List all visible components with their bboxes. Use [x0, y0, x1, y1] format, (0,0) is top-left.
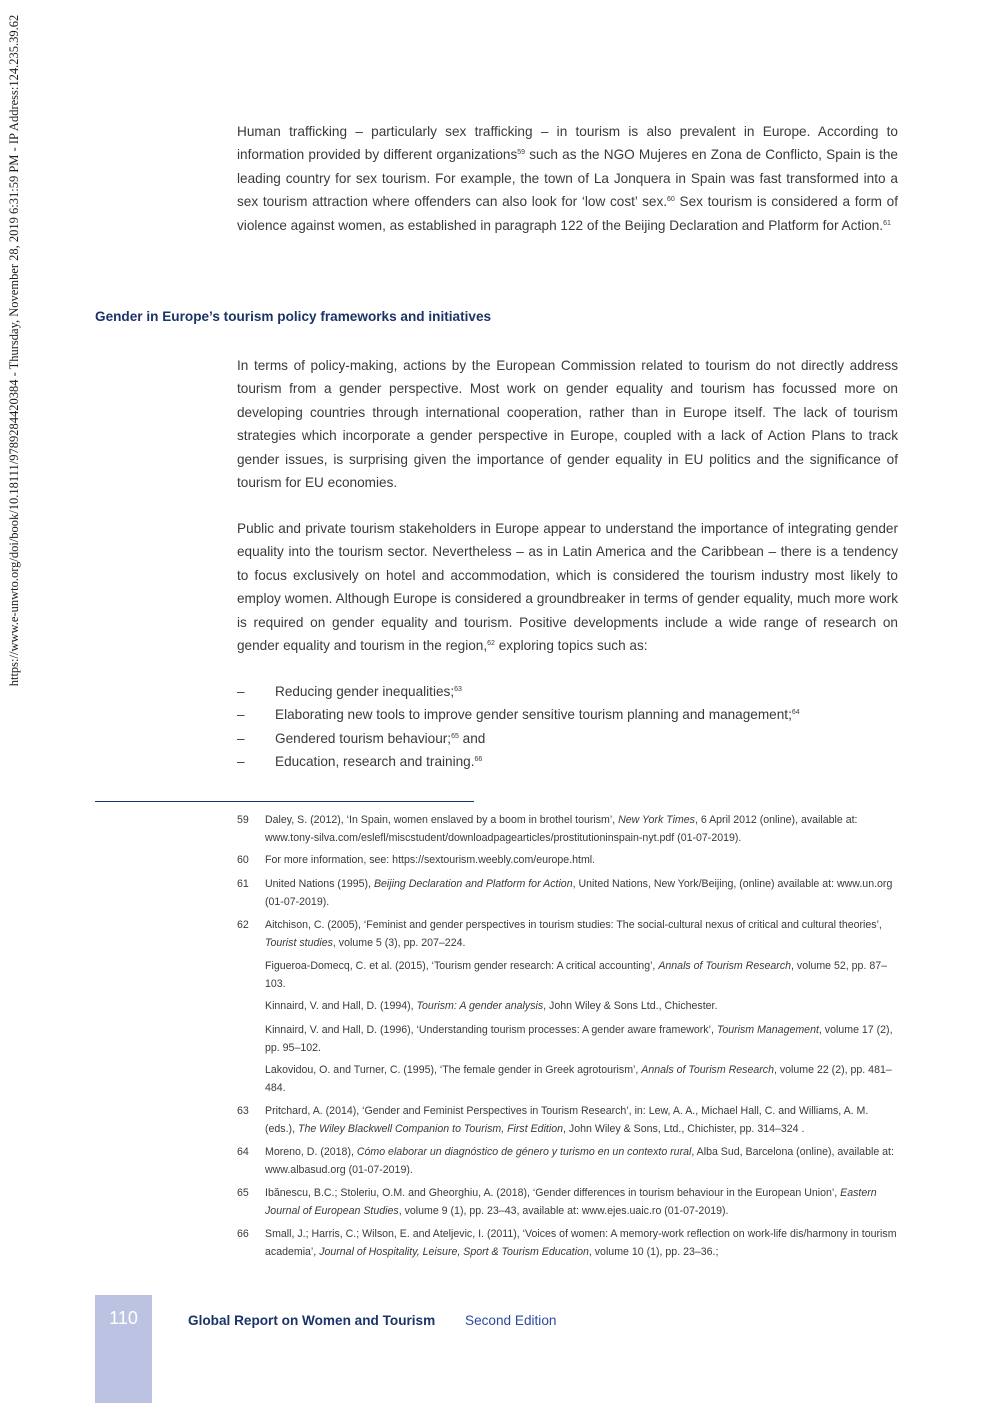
footnote-62-ref-5: Lakovidou, O. and Turner, C. (1995), ‘The female gender in Greek agrotourism’, Annals of Tourism Research, volume 22 (2), pp. 481–484. [265, 1064, 892, 1094]
footnote-ref-62[interactable]: 62 [487, 640, 495, 648]
footnote-ref-66[interactable]: 66 [474, 756, 483, 764]
page-number: 110 [109, 1308, 138, 1328]
footnote-ref-64[interactable]: 64 [791, 709, 800, 717]
download-watermark: https://www.e-unwto.org/doi/book/10.18111/9789284420384 - Thursday, November 28, 2019 6:31:59 PM - IP Address:124.235.39.62 [7, 14, 21, 687]
policy-paragraph: In terms of policy-making, actions by the European Commission related to tourism do not directly address tourism from a gender perspective. Most work on gender equality and tourism has focussed more on developing countries through international cooperation, rather than in Europe itself. The lack of tourism strategies which incorporate a gender perspective in Europe, coupled with a lack of Action Plans to track gender issues, is surprising given the importance of gender equality in EU politics and the significance of tourism for EU economies. [237, 358, 898, 491]
footnote-ref-59[interactable]: 59 [517, 149, 526, 157]
footnote-ref-61[interactable]: 61 [883, 219, 891, 227]
report-edition: Second Edition [465, 1313, 557, 1328]
footnote-65: 65 Ibănescu, B.C.; Stoleriu, O.M. and Gheorghiu, A. (2018), ‘Gender differences in tourism behaviour in the European Union’, Eastern Journal of European Studies, volume 9 (1), pp. 23–43, available at: www.ejes.uaic.ro (01-07-2019). [237, 1187, 877, 1217]
report-title: Global Report on Women and Tourism [188, 1313, 436, 1328]
list-item: – Gendered tourism behaviour;$^{65}$ and [237, 730, 486, 746]
footnote-ref-65[interactable]: 65 [451, 732, 459, 740]
footnote-ref-63[interactable]: 63 [454, 686, 462, 693]
list-item: – Elaborating new tools to improve gender sensitive tourism planning and management;$^{64}$ [237, 707, 800, 723]
footnote-66: 66 Small, J.; Harris, C.; Wilson, E. and Ateljevic, I. (2011), ‘Voices of women: A memory-work reflection on work-life dis/harmony in tourism academia’, Journal of Hospitality, Leisure, Sport & Tourism Education, volume 10 (1), pp. 23–36.; [237, 1228, 897, 1258]
footnote-59: 59 Daley, S. (2012), ‘In Spain, women enslaved by a boom in brothel tourism’, New York Times, 6 April 2012 (online), available at: www.tony-silva.com/eslefl/miscstudent/downloadpagearticles/prostitutioninspain-nyt.pdf (01-07-2019). [237, 814, 858, 844]
footnote-61: 61 United Nations (1995), Beijing Declaration and Platform for Action, United Nations, New York/Beijing, (online) available at: www.un.org (01-07-2019). [237, 878, 893, 908]
footnote-60: 60 For more information, see: https://sextourism.weebly.com/europe.html. [237, 854, 596, 866]
footnote-62: 62 Aitchison, C. (2005), ‘Feminist and gender perspectives in tourism studies: The social-cultural nexus of critical and cultural theories’, Tourist studies, volume 5 (3), pp. 207–224. [237, 919, 882, 949]
footnote-62-ref-2: Figueroa-Domecq, C. et al. (2015), ‘Tourism gender research: A critical accounting’, Annals of Tourism Research, volume 52, pp. 87–103. [265, 960, 888, 990]
footnote-64: 64 Moreno, D. (2018), Cómo elaborar un diagnóstico de género y turismo en un contexto rural, Alba Sud, Barcelona (online), available at: www.albasud.org (01-07-2019). [237, 1146, 894, 1176]
stakeholders-paragraph: Public and private tourism stakeholders in Europe appear to understand the importance of integrating gender equality into the tourism sector. Nevertheless – as in Latin America and the Caribbean – there is a tendency to focus exclusively on hotel and accommodation, which is considered the tourism industry most likely to employ women. Although Europe is considered a groundbreaker in terms of gender equality, much more work is required on gender equality and tourism. Positive developments include a wide range of research on gender equality and tourism in the region,$^{62}$ exploring topics such as: [237, 521, 898, 654]
footnote-ref-60[interactable]: 60 [667, 196, 675, 204]
footnote-62-ref-3: Kinnaird, V. and Hall, D. (1994), Tourism: A gender analysis, John Wiley & Sons Ltd., Chichester. [265, 1000, 718, 1012]
list-item: – Reducing gender inequalities;$^{63}$ [237, 684, 462, 699]
list-item: – Education, research and training.$^{66}$ [237, 754, 483, 770]
intro-paragraph: Human trafficking – particularly sex trafficking – in tourism is also prevalent in Europe. According to information provided by different organizations$^{59}$ such as the NGO Mujeres en Zona de Conflicto, Spain is the leading country for sex tourism. For example, the town of La Jonquera in Spain was fast transformed into a sex tourism attraction where offenders can also look for ‘low cost’ sex.$^{60}$ Sex tourism is considered a form of violence against women, as established in paragraph 122 of the Beijing Declaration and Platform for Action.$^{61}$ [237, 124, 898, 233]
topics-list [237, 680, 898, 774]
footnote-63: 63 Pritchard, A. (2014), ‘Gender and Feminist Perspectives in Tourism Research’, in: Lew, A. A., Michael Hall, C. and Williams, A. M. (eds.), The Wiley Blackwell Companion to Tourism, First Edition, John Wiley & Sons, Ltd., Chichister, pp. 314–324 . [237, 1105, 869, 1135]
footnote-62-ref-4: Kinnaird, V. and Hall, D. (1996), ‘Understanding tourism processes: A gender aware framework’, Tourism Management, volume 17 (2), pp. 95–102. [265, 1024, 893, 1054]
section-heading: Gender in Europe’s tourism policy frameworks and initiatives [95, 309, 492, 324]
footnote-divider [95, 801, 474, 802]
